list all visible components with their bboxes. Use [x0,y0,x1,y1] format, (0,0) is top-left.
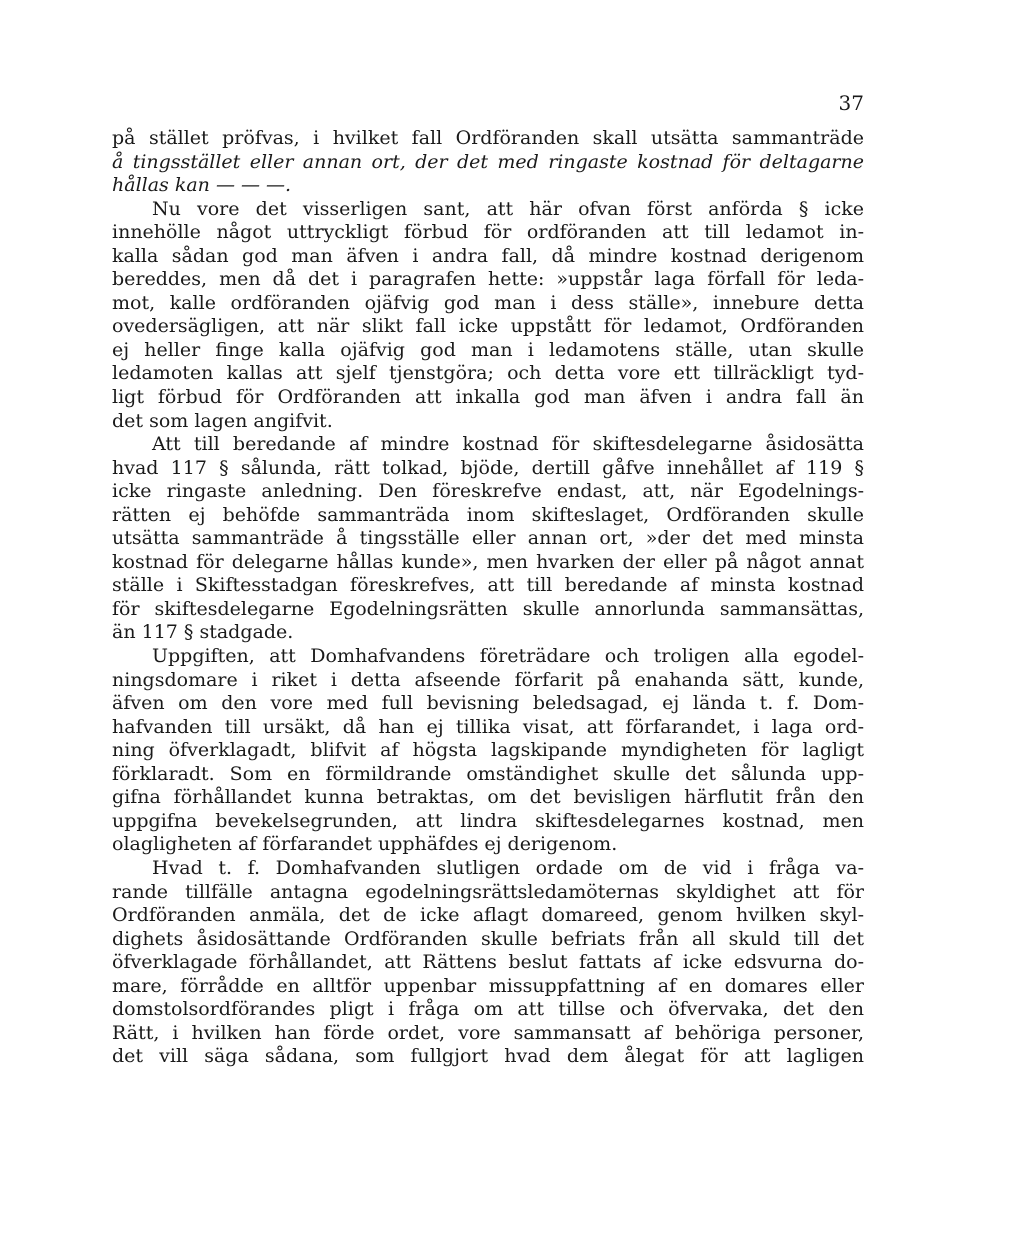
text-line: dighets åsidosättande Ordföranden skulle befriats från all skuld till det [112,927,864,950]
text-line: Ordföranden anmäla, det de icke aflagt domareed, genom hvilken skyl- [112,904,864,927]
page-number: 37 [838,91,864,115]
text-line: ställe i Skiftesstadgan föreskrefves, att till beredande af minsta kostnad [112,574,864,597]
text-line: icke ringaste anledning. Den föreskrefve endast, att, när Egodelnings- [112,480,864,503]
text-line: utsätta sammanträde å tingsställe eller annan ort, »der det med minsta [112,527,864,550]
text-line: Att till beredande af mindre kostnad för skiftesdelegarne åsidosätta [152,433,864,456]
text-line: Hvad t. f. Domhafvanden slutligen ordade om de vid i fråga va- [152,856,864,879]
text-line: hvad 117 § sålunda, rätt tolkad, bjöde, dertill gåfve innehållet af 119 § [112,456,864,479]
text-line: äfven om den vore med full bevisning beledsagad, ej lända t. f. Dom- [112,692,864,715]
text-line: rätten ej behöfde sammanträda inom skifteslaget, Ordföranden skulle [112,503,864,526]
text-line: kalla sådan god man äfven i andra fall, då mindre kostnad derigenom [112,244,864,267]
text-line: öfverklagade förhållandet, att Rättens beslut fattats af icke edsvurna do- [112,951,864,974]
text-line: ledamoten kallas att sjelf tjenstgöra; och detta vore ett tillräckligt tyd- [112,362,864,385]
text-line: innehölle något uttryckligt förbud för ordföranden att till ledamot in- [112,221,864,244]
text-line: Rätt, i hvilken han förde ordet, vore sammansatt af behöriga personer, [112,1021,864,1044]
text-line: hållas kan — — —. [112,174,292,197]
text-line: ligt förbud för Ordföranden att inkalla god man äfven i andra fall än [112,386,864,409]
text-line: kostnad för delegarne hållas kunde», men hvarken der eller på något annat [112,550,864,573]
text-line: uppgifna bevekelsegrunden, att lindra skiftesdelegarnes kostnad, men [112,809,864,832]
text-line: hafvanden till ursäkt, då han ej tillika visat, att förfarandet, i laga ord- [112,715,864,738]
text-line: bereddes, men då det i paragrafen hette: »uppstår laga förfall för leda- [112,268,864,291]
text-line: för skiftesdelegarne Egodelningsrätten skulle annorlunda sammansättas, [112,597,864,620]
text-line: mare, förrådde en alltför uppenbar missuppfattning af en domares eller [112,974,864,997]
text-line: rande tillfälle antagna egodelningsrättsledamöternas skyldighet att för [112,880,864,903]
text-line: än 117 § stadgade. [112,621,294,644]
text-line: ovedersägligen, att när slikt fall icke uppstått för ledamot, Ordföranden [112,315,864,338]
text-line: ningsdomare i riket i detta afseende förfarit på enahanda sätt, kunde, [112,668,864,691]
text-line: det vill säga sådana, som fullgjort hvad dem ålegat för att lagligen [112,1045,864,1068]
text-line: olagligheten af förfarandet upphäfdes ej derigenom. [112,833,618,856]
text-line: förklaradt. Som en förmildrande omständighet skulle det sålunda upp- [112,762,864,785]
body-text [112,127,864,1069]
text-line: Nu vore det visserligen sant, att här ofvan först anförda § icke [152,197,864,220]
text-line: ning öfverklagadt, blifvit af högsta lagskipande myndigheten för lagligt [112,739,864,762]
text-line: å tingsstället eller annan ort, der det med ringaste kostnad för deltagarne [112,150,864,173]
text-line: det som lagen angifvit. [112,409,333,432]
text-line: domstolsordförandes pligt i fråga om att tillse och öfvervaka, det den [112,998,864,1021]
text-line: gifna förhållandet kunna betraktas, om det bevisligen härflutit från den [112,786,864,809]
text-line: Uppgiften, att Domhafvandens företrädare och troligen alla egodel- [152,645,864,668]
text-line: på stället pröfvas, i hvilket fall Ordföranden skall utsätta sammanträde [112,127,864,149]
text-line: mot, kalle ordföranden ojäfvig god man i dess ställe», innebure detta [112,291,864,314]
text-line: ej heller finge kalla ojäfvig god man i ledamotens ställe, utan skulle [112,338,864,361]
